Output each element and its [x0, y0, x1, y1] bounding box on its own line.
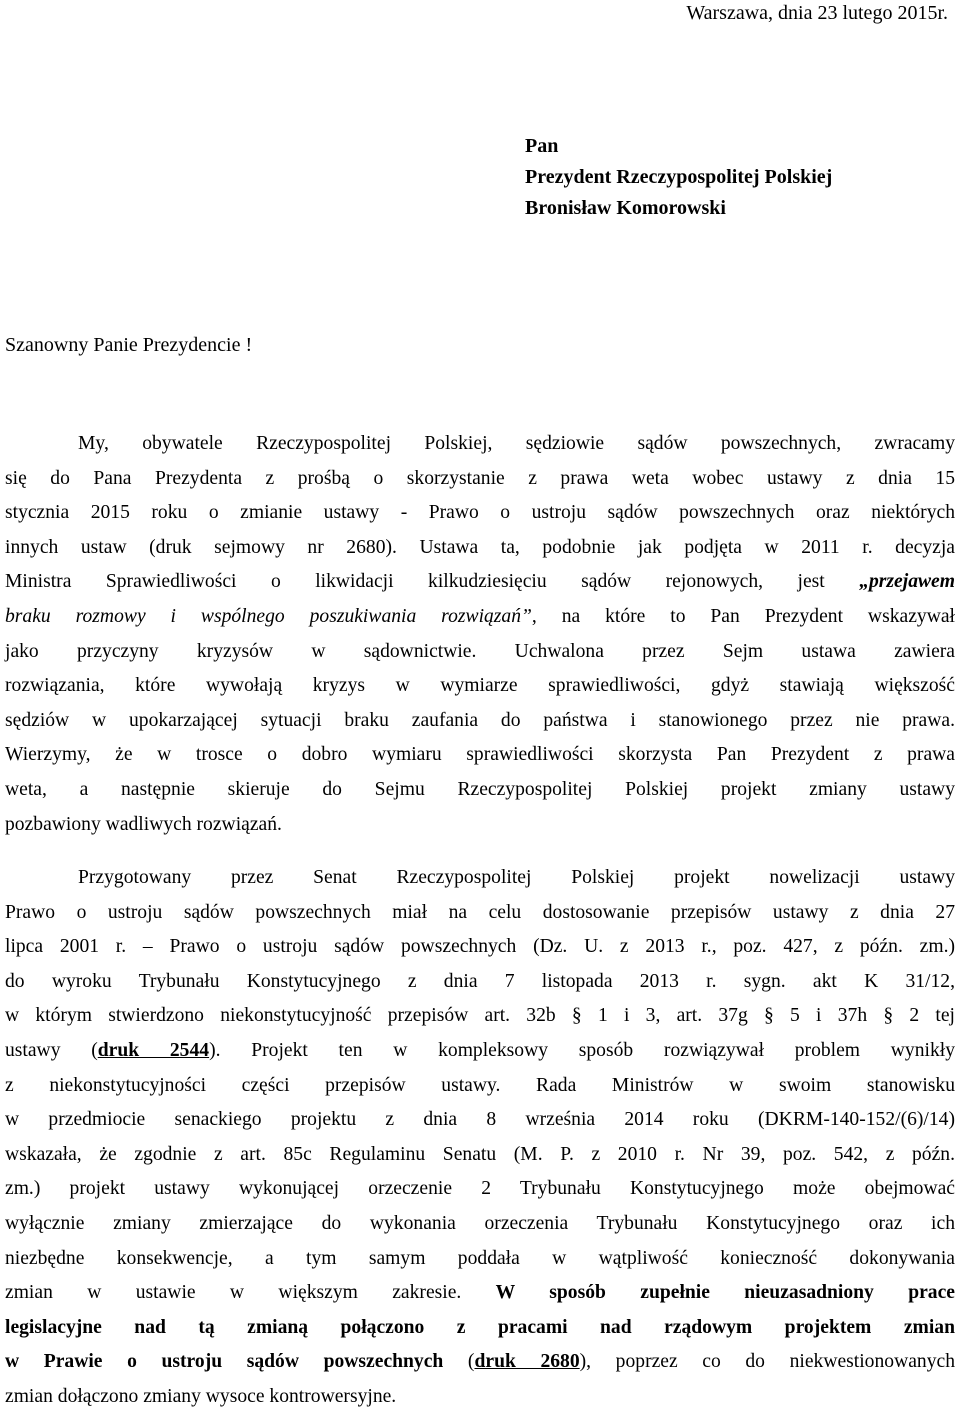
paragraph-background [5, 861, 955, 1415]
text-segment: , na które to Pan Prezydent wskazywał [531, 605, 955, 627]
text-line: Przygotowany przez Senat Rzeczypospolitej Polskiej projekt nowelizacji ustawy [78, 867, 955, 888]
text-line: się do Pana Prezydenta z prośbą o skorzystanie z prawa weta wobec ustawy z dnia 15 [5, 467, 955, 489]
text-line: rozwiązania, które wywołają kryzys w wymiarze sprawiedliwości, gdyż stawiają większość [5, 675, 955, 697]
text-line [5, 1345, 955, 1380]
text-line: do wyroku Trybunału Konstytucyjnego z dnia 7 listopada 2013 r. sygn. akt K 31/12, [5, 970, 955, 992]
quote-end: braku rozmowy i wspólnego poszukiwania rozwiązań” [5, 605, 532, 627]
text-segment: Ministra Sprawiedliwości o likwidacji kilkudziesięciu sądów rejonowych, jest [5, 571, 860, 593]
paragraph-appeal [5, 427, 955, 842]
text-line: My, obywatele Rzeczypospolitej Polskiej, sędziowie sądów powszechnych, zwracamy [78, 433, 955, 454]
text-line: Prawo o ustroju sądów powszechnych miał na celu dostosowanie przepisów ustawy z dnia 27 [5, 901, 955, 923]
text-line: wyłącznie zmiany zmierzające do wykonania orzeczenia Trybunału Konstytucyjnego oraz ich [5, 1212, 955, 1234]
text-line: zm.) projekt ustawy wykonującej orzeczenie 2 Trybunału Konstytucyjnego może obejmować [5, 1178, 955, 1200]
letter-date: Warszawa, dnia 23 lutego 2015r. [686, 2, 948, 24]
addressee-block [525, 131, 832, 224]
text-segment: ). Projekt ten w kompleksowy sposób rozwiązywał problem wynikły [209, 1039, 955, 1061]
text-line: zmian dołączono zmiany wysoce kontrowersyjne. [5, 1385, 397, 1407]
print-reference-link[interactable]: druk 2680 [474, 1351, 580, 1373]
text-line: sędziów w upokarzającej sytuacji braku zaufania do państwa i stanowionego przez nie prawa. [5, 709, 955, 731]
text-segment: ), poprzez co do niekwestionowanych [579, 1351, 955, 1373]
text-segment: zmian w ustawie w większym zakresie. [5, 1282, 496, 1304]
text-segment: ustawy ( [5, 1039, 98, 1061]
text-line: stycznia 2015 roku o zmianie ustawy - Prawo o ustroju sądów powszechnych oraz niektórych [5, 502, 955, 524]
quote-start: „przejawem [859, 571, 955, 593]
emphasis-text: w Prawie o ustroju sądów powszechnych [5, 1351, 444, 1373]
text-line [5, 600, 955, 635]
text-line: z niekonstytucyjności części przepisów ustawy. Rada Ministrów w swoim stanowisku [5, 1074, 955, 1096]
text-line: weta, a następnie skieruje do Sejmu Rzeczypospolitej Polskiej projekt zmiany ustawy [5, 778, 955, 800]
text-line [5, 1034, 955, 1069]
text-line [5, 1276, 955, 1311]
text-line: innych ustaw (druk sejmowy nr 2680). Ustawa ta, podobnie jak podjęta w 2011 r. decyzja [5, 536, 955, 558]
addressee-title: Pan [525, 135, 559, 157]
salutation: Szanowny Panie Prezydencie ! [5, 334, 253, 356]
text-line: niezbędne konsekwencje, a tym samym poddała w wątpliwość konieczność dokonywania [5, 1247, 955, 1269]
text-line: w przedmiocie senackiego projektu z dnia 8 września 2014 roku (DKRM-140-152/(6)/14) [5, 1109, 955, 1131]
text-line: Wierzymy, że w trosce o dobro wymiaru sprawiedliwości skorzysta Pan Prezydent z prawa [5, 744, 955, 766]
addressee-name: Bronisław Komorowski [525, 197, 726, 219]
text-line: wskazała, że zgodnie z art. 85c Regulaminu Senatu (M. P. z 2010 r. Nr 39, poz. 542, z późn. [5, 1143, 955, 1165]
text-line: jako przyczyny kryzysów w sądownictwie. Uchwalona przez Sejm ustawa zawiera [5, 640, 955, 662]
print-reference-link[interactable]: druk 2544 [97, 1039, 210, 1061]
text-line [5, 565, 955, 600]
text-line [5, 1311, 955, 1346]
text-line: w którym stwierdzono niekonstytucyjność przepisów art. 32b § 1 i 3, art. 37g § 5 i 37h § 2 tej [5, 1005, 955, 1027]
emphasis-text: W sposób zupełnie nieuzasadniony prace [495, 1282, 955, 1304]
text-line: lipca 2001 r. – Prawo o ustroju sądów powszechnych (Dz. U. z 2013 r., poz. 427, z późn. zm.) [5, 936, 955, 958]
text-line: pozbawiony wadliwych rozwiązań. [5, 813, 282, 835]
text-segment: ( [443, 1351, 475, 1373]
addressee-office: Prezydent Rzeczypospolitej Polskiej [525, 166, 833, 188]
emphasis-text: legislacyjne nad tą zmianą połączono z pracami nad rządowym projektem zmian [5, 1316, 955, 1338]
